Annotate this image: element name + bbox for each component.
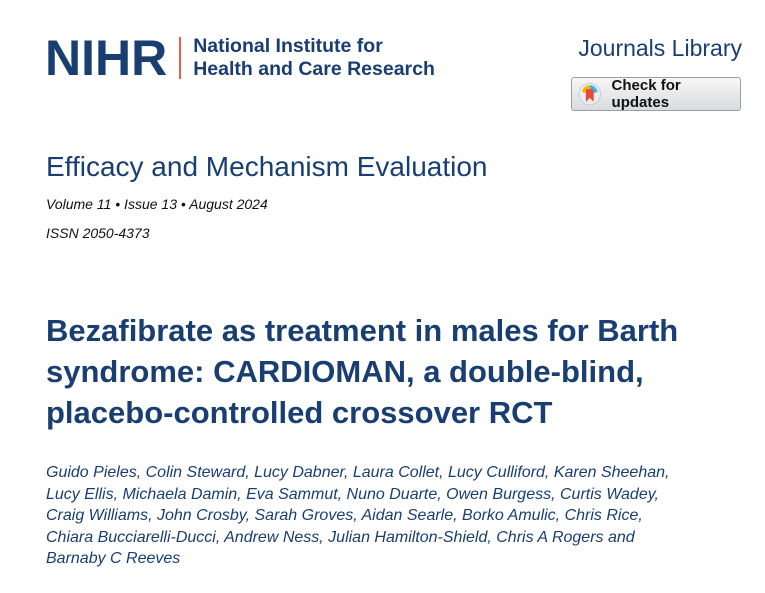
logo-mark: NIHR bbox=[45, 30, 168, 86]
authors-line-1: Guido Pieles, Colin Steward, Lucy Dabner, Laura Collet, Lucy Culliford, Karen Sheehan, bbox=[46, 464, 670, 481]
authors-line-2: Lucy Ellis, Michaela Damin, Eva Sammut, Nuno Duarte, Owen Burgess, Curtis Wadey, bbox=[46, 485, 659, 503]
logo-line-2: Health and Care Research bbox=[193, 58, 435, 80]
logo-name bbox=[193, 35, 435, 81]
authors-line-5: Barnaby C Reeves bbox=[46, 550, 181, 567]
crossmark-icon bbox=[578, 82, 602, 106]
issn: ISSN 2050-4373 bbox=[46, 225, 150, 241]
article-title bbox=[46, 310, 756, 433]
series-title: Efficacy and Mechanism Evaluation bbox=[46, 151, 488, 182]
check-for-updates-button[interactable] bbox=[571, 77, 741, 111]
title-line-2: syndrome: CARDIOMAN, a double-blind, bbox=[46, 354, 644, 389]
logo-divider bbox=[179, 37, 181, 79]
logo-line-1: National Institute for bbox=[193, 35, 383, 57]
nihr-logo[interactable] bbox=[45, 30, 435, 86]
title-line-1: Bezafibrate as treatment in males for Barth bbox=[46, 313, 679, 348]
check-for-updates-label: Check for updates bbox=[611, 77, 681, 111]
author-list bbox=[46, 462, 706, 570]
issue-line: Volume 11 • Issue 13 • August 2024 bbox=[46, 196, 268, 212]
title-line-3: placebo-controlled crossover RCT bbox=[46, 395, 553, 430]
authors-line-4: Chiara Bucciarelli-Ducci, Andrew Ness, Julian Hamilton-Shield, Chris A Rogers and bbox=[46, 528, 635, 546]
journals-library-link[interactable]: Journals Library bbox=[578, 35, 742, 61]
authors-line-3: Craig Williams, John Crosby, Sarah Groves, Aidan Searle, Borko Amulic, Chris Rice, bbox=[46, 507, 643, 524]
